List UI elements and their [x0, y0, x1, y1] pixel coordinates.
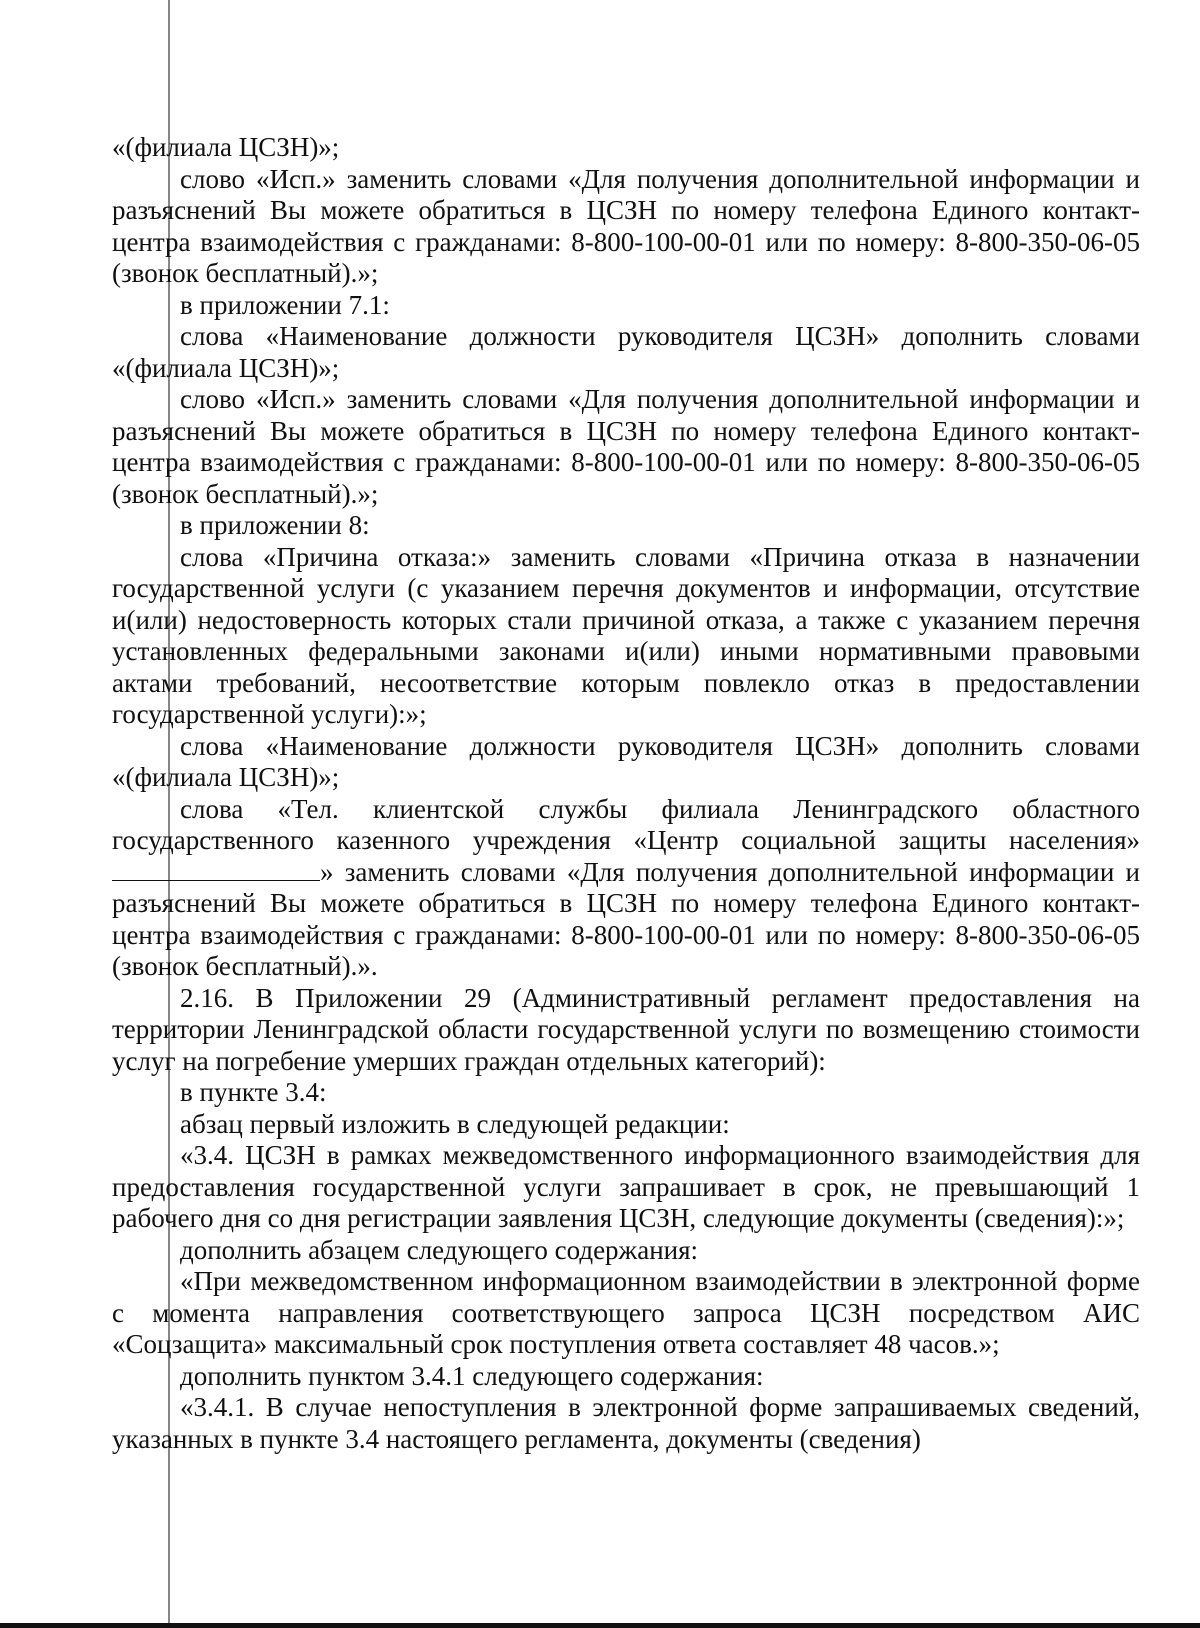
paragraph-9-end: » заменить словами «Для получения дополнительной информации и разъяснений Вы можете обратиться в ЦСЗН по номеру телефона Единого контакт-центра взаимодействия с гражданами: 8-800-100-00-01 или по номеру: 8-800-350-06-05 (звонок бесплатный).».	[112, 856, 1140, 981]
paragraph-8: слова «Наименование должности руководителя ЦСЗН» дополнить словами «(филиала ЦСЗН)»;	[112, 730, 1140, 792]
paragraph-15: «При межведомственном информационном взаимодействии в электронной форме с момента направления соответствующего запроса ЦСЗН посредством АИС «Соцзащита» максимальный срок поступления ответа составляет 48 часов.»;	[112, 1266, 1140, 1359]
paragraph-12: абзац первый изложить в следующей редакции:	[180, 1108, 730, 1139]
paragraph-2: слово «Исп.» заменить словами «Для получения дополнительной информации и разъяснений Вы можете обратиться в ЦСЗН по номеру телефона Единого контакт-центра взаимодействия с гражданами: 8-800-100-00-01 или по номеру: 8-800-350-06-05 (звонок бесплатный).»;	[112, 163, 1140, 288]
paragraph-11: в пункте 3.4:	[180, 1077, 327, 1107]
paragraph-9	[112, 794, 1140, 983]
blank-underline	[112, 858, 320, 881]
paragraph-16: дополнить пунктом 3.4.1 следующего содержания:	[180, 1360, 764, 1391]
paragraph-5: слово «Исп.» заменить словами «Для получения дополнительной информации и разъяснений Вы можете обратиться в ЦСЗН по номеру телефона Единого контакт-центра взаимодействия с гражданами: 8-800-100-00-01 или по номеру: 8-800-350-06-05 (звонок бесплатный).»;	[112, 384, 1140, 509]
paragraph-1: «(филиала ЦСЗН)»;	[112, 132, 340, 162]
paragraph-10: 2.16. В Приложении 29 (Административный регламент предоставления на территории Ленинградской области государственной услуги по возмещению стоимости услуг на погребение умерших граждан отдельных категорий):	[112, 982, 1140, 1076]
document-body	[112, 132, 1140, 1455]
paragraph-9-start: слова «Тел. клиентской службы филиала Ленинградского областного государственного казенного учреждения «Центр социальной защиты населения»	[112, 793, 1140, 855]
paragraph-17: «3.4.1. В случае непоступления в электронной форме запрашиваемых сведений, указанных в пункте 3.4 настоящего регламента, документы (сведения)	[112, 1392, 1140, 1454]
paragraph-3: в приложении 7.1:	[180, 289, 390, 320]
paragraph-7: слова «Причина отказа:» заменить словами «Причина отказа в назначении государственной услуги (с указанием перечня документов и информации, отсутствие и(или) недостоверность которых стали причиной отказа, а также с указанием перечня установленных федеральными законами и(или) иными нормативными правовыми актами требований, несоответствие которым повлекло отказ в предоставлении государственной услуги):»;	[112, 541, 1140, 729]
scan-bottom-edge	[0, 1623, 1200, 1628]
paragraph-4: слова «Наименование должности руководителя ЦСЗН» дополнить словами «(филиала ЦСЗН)»;	[112, 321, 1140, 383]
paragraph-14: дополнить абзацем следующего содержания:	[180, 1234, 699, 1265]
paragraph-6: в приложении 8:	[180, 510, 370, 540]
paragraph-13: «3.4. ЦСЗН в рамках межведомственного информационного взаимодействия для предоставления государственной услуги запрашивает в срок, не превышающий 1 рабочего дня со дня регистрации заявления ЦСЗН, следующие документы (сведения):»;	[112, 1140, 1140, 1233]
